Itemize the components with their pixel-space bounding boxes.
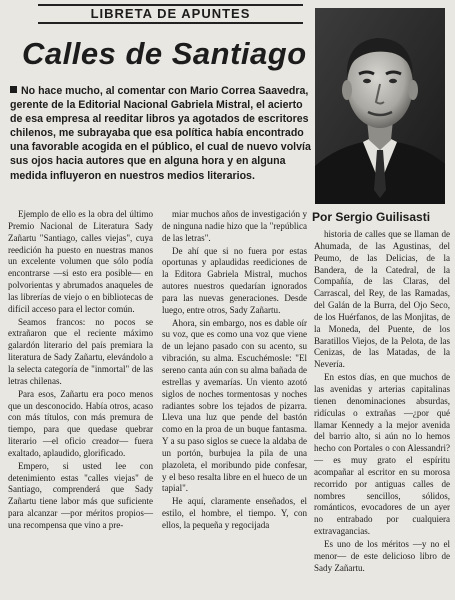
paragraph: historia de calles que se llaman de Ahumada, de las Agustinas, del Peumo, de las Delicias, de la Bandera, de la Catedral, de la Compañía, de las Claras, del Carrascal, del Rey, de las Ramadas, del Galán de la Burra, del Ojo Seco, de los Huérfanos, de las Monjitas, de la Moneda, del Puente, de los Baratillos Viejos, de la Pelota, de las Cenizas, de las Matadas, de la Nevería. — [314, 229, 450, 370]
paragraph: Ejemplo de ello es la obra del último Premio Nacional de Literatura Sady Zañartu "Santiago, calles viejas", cuya reedición ha puesto en nuestras manos un excelente volumen que sólo podía encontrarse —si esto era posible— en polvorientas y abrumados anaqueles de las librerías de viejo o en bibliotecas de difícil acceso para el lector común. — [8, 209, 153, 314]
author-portrait — [315, 8, 445, 204]
paragraph: Es uno de los méritos —y no el menor— de este delicioso libro de Sady Zañartu. — [314, 538, 450, 573]
paragraph: Ahora, sin embargo, nos es dable oír su voz, que es como una voz que viene de un lejano pasado con su acento, su vibración, su alma. Escuchémosle: "El sereno canta aún con su alma bañada de estrellas y avemarías. Un viento azotó siglos de noches tormentosas y noches radiantes sobre los tejados de pizarra. Lleva una luz que pende del bastón como en la proa de un buque fantasma. Y a su paso siglos se cuece la aldaba de un portón, burbujea la pila de una plazoleta, el moribundo pide confesar, y el beso resalta libre en el hueco de un tapial". — [162, 317, 307, 494]
author-byline: Por Sergio Guilisasti — [312, 210, 431, 224]
article-column-1 — [8, 209, 153, 532]
paragraph: En estos días, en que muchos de las avenidas y arterias capitalinas tienen denominaciones absurdas, ridículas o extrañas —¿por qué llamar Kennedy a la mejor avenida del barrio alto, si aún no lo hemos hecho con Portales o con Alessandri?— es muy grato el espíritu acompañar al escritor en su morosa recorrido por antiguas calles de nombres sencillos, sólidos, románticos, evocadores de un ayer no entrabado por cualquiera extravagancias. — [314, 372, 450, 537]
paragraph: Empero, si usted lee con detenimiento estas "calles viejas" de Santiago, comprenderá que Sady Zañartu tiene labor más que suficiente para alcanzar —por méritos propios— una recompensa que vino a pre- — [8, 460, 153, 530]
article-column-2 — [162, 209, 307, 532]
paragraph: He aquí, claramente enseñados, el estilo, el hombre, el tiempo. Y, con ellos, la pequeña y regocijada — [162, 496, 307, 530]
article-headline: Calles de Santiago — [22, 36, 307, 71]
paragraph: Para esos, Zañartu era poco menos que un desconocido. Había otros, acaso con más títulos, con más premura de tiempo, para que quedase quebrar literario —el oficio creador— fuera exaltado, aplaudido, glorificado. — [8, 388, 153, 458]
lede-bullet — [10, 86, 17, 93]
section-header: LIBRETA DE APUNTES — [38, 4, 303, 24]
article-lede — [10, 84, 315, 183]
article-column-3 — [314, 229, 450, 574]
paragraph: miar muchos años de investigación y de ninguna nadie hizo que la "república de las letras". — [162, 209, 307, 243]
paragraph: De ahí que si no fuera por estas oportunas y aplaudidas reediciones de la Editora Gabriela Mistral, muchos autores nuestros quedarían ignorados para las nuevas generaciones. Desde luego, entre otros, Sady Zañartu. — [162, 245, 307, 315]
paragraph: Seamos francos: no pocos se extrañaron que el reciente máximo galardón literario del país premiara la literatura de Sady Zañartu, elevándolo a la selecta categoría de "inmortal" de las letras chilenas. — [8, 316, 153, 386]
lede-text: No hace mucho, al comentar con Mario Correa Saavedra, gerente de la Editorial Nacional Gabriela Mistral, el acierto de esa empresa al reeditar libros ya agotados de escritores chilenos, me subrayaba que esa política había encontrado una favorable acogida en el público, el cual de nuevo volvía sus ojos hacia autores que en alguna hora y en alguna medida influyeron en nuestros medios literarios. — [10, 85, 311, 182]
portrait-photo — [315, 8, 445, 204]
